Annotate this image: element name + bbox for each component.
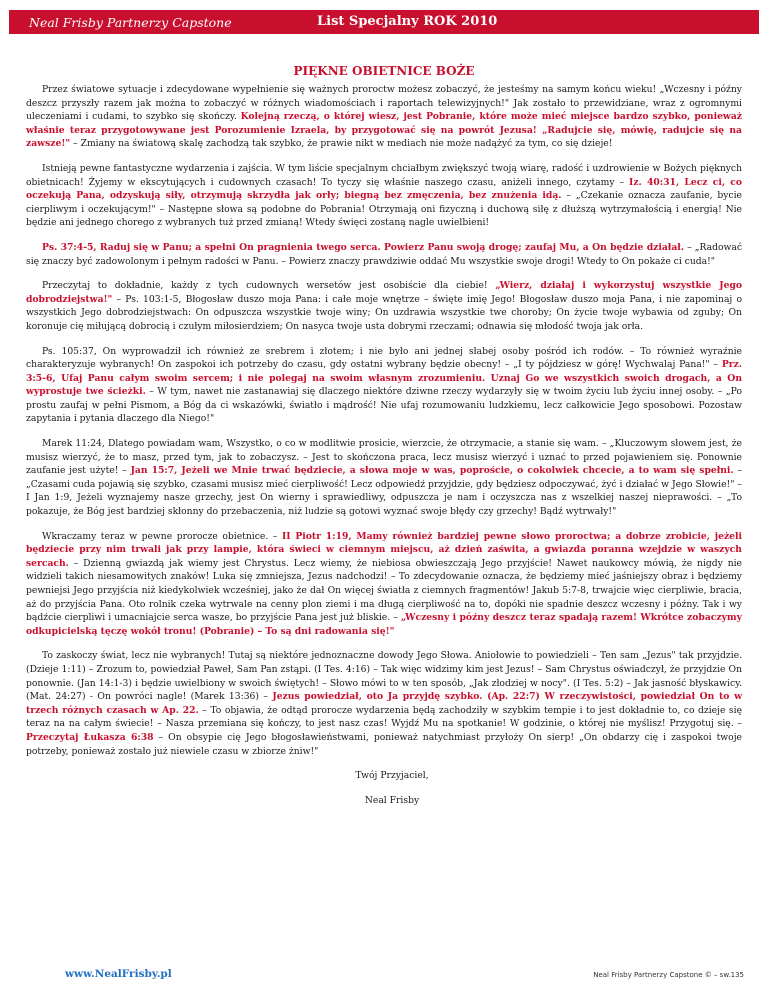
text: Przeczytaj to dokładnie, każdy z tych cudownych wersetów jest osobiście dla ciebie! bbox=[42, 280, 496, 292]
paragraph bbox=[26, 279, 742, 333]
text: To zaskoczy świat, lecz nie wybranych! Tutaj są niektóre jednoznaczne dowody Jego Słowa. Aniołowie to powiedzieli – Ten sam „Jezus" tak przyjdzie. (Dzieje 1:11) – Zrozum to, powiedział Paweł, Sam Pan zstąpi. (I Tes. 4:16) – Tak więc widzimy kim jest Jezus! – Sam Chrystus oświadczył, że przyjdzie On ponownie. (Jan 14:1-3) i będzie uwielbiony w swoich świętych! – Słowo mówi to w ten sposób, „Jak złodziej w nocy". (I Tes. 5:2) – Jak jasność błyskawicy. (Mat. 24:27) - On powróci nagle! (Marek 13:36) – bbox=[26, 650, 742, 703]
highlight: „Wczesny i późny deszcz teraz spadają razem! Wkrótce zobaczymy odkupicielską tęczę wokół tronu! (Pobranie) – To są dni radowania się!" bbox=[26, 612, 742, 637]
text: – Ps. 103:1-5, Błogosław duszo moja Pana: i całe moje wnętrze – święte imię Jego! Błogosław duszo moja Pana, i nie zapominaj o wszystkich Jego dobrodziejstwach: On odpuszcza wszystkie twoje winy; On uzdrawia wszystkie twe choroby; On życie twoje wybawia od zguby; On koronuje cię miłującą dobrocią i czułym miłosierdziem; On nasyca twoje usta dobrymi rzeczami; odnawia się młodość twoja jak orła. bbox=[26, 293, 742, 332]
text: Przez światowe sytuacje i zdecydowane wypełnienie się ważnych proroctw możesz zobaczyć, że jesteśmy na samym końcu wieku! „Wczesny i późny deszcz przyszły razem jak można to zobaczyć w różnych wiadomościach i raportach telewizyjnych!" Jak zostało to przewidziane, wraz z ogromnymi uleczeniami i cudami, to szybko się skończy. bbox=[26, 84, 742, 123]
highlight: Kolejną rzeczą, o której wiesz, jest Pobranie, które może mieć miejsce bardzo szybko, ponieważ właśnie teraz przygotowywane jest Porozumienie Izraela, by przygotować się na powrót Jezusa! „Radujcie się, mówię, radujcie się na zawsze!" bbox=[26, 111, 743, 150]
paragraph bbox=[26, 345, 742, 427]
highlight: Jezus powiedział, oto Ja przyjdę szybko. (Ap. 22:7) W rzeczywistości, powiedział On to w trzech różnych czasach w Ap. 22. bbox=[26, 691, 742, 716]
highlight: Prz. 3:5-6, Ufaj Panu całym swoim sercem; i nie polegaj na swoim własnym zrozumieniu. Uznaj Go we wszystkich swoich drogach, a On wyprostuje twe ścieżki. bbox=[26, 359, 742, 398]
signature: Neal Frisby bbox=[364, 794, 420, 806]
paragraph bbox=[26, 83, 742, 151]
paragraph bbox=[26, 530, 742, 639]
text: – Dzienną gwiazdą jak wiemy jest Chrystus. Lecz wiemy, że niebiosa obwieszczają Jego przyjście! Nawet naukowcy mówią, że nigdy nie widzieli takich niesamowitych znaków! Luka się zmniejsza, Jezus nadchodzi! – To zdecydowanie oznacza, że będziemy mieć jaśniejszy obraz i będziemy pewniejsi Jego przyjścia niż kiedykolwiek wcześniej, jako że dał On więcej światła z ciemnych fragmentów! Jakub 5:7-8, trwajcie więc cierpliwie, bracia, aż do przyjścia Pana. Oto rolnik czeka wytrwale na cenny plon ziemi i ma długą cierpliwość na to, dopóki nie spadnie deszcz wczesny i późny. Tak i wy bądźcie cierpliwi i umacniajcie serca wasze, bo przyjście Pana jest już bliskie. – bbox=[26, 557, 742, 624]
text: Ps. 105:37, On wyprowadził ich również ze srebrem i złotem; i nie było ani jednej słabej osoby pośród ich rodów. – To również wyraźnie charakteryzuje wybranych! On zaspokoi ich potrzeby do czasu, gdy ostatni wybrany będzie obecny! – „I ty pójdziesz w górę! Wychwalaj Pana!" – bbox=[26, 345, 742, 371]
highlight: II Piotr 1:19, Mamy również bardziej pewne słowo proroctwa; a dobrze zrobicie, jeżeli będziecie przy nim trwali jak przy lampie, która świeci w ciemnym miejscu, aż dzień zaświta, a gwiazda poranna wzejdzie w waszych sercach. bbox=[26, 530, 742, 569]
text: – W tym, nawet nie zastanawiaj się dlaczego niektóre dziwne rzeczy wydarzyły się w twoim życiu lub życiu innej osoby. – „Po prostu zaufaj w pełni Pismom, a Bóg da ci wskazówki, światło i mądrość! Nie ufaj rozumowaniu ludzkiemu, lecz całkowicie Jego sposobowi. Pozostaw zapytania i pytania dlaczego dla Niego!" bbox=[26, 386, 742, 425]
footer-credit: Neal Frisby Partnerzy Capstone © – sw.135 bbox=[593, 971, 744, 979]
text: Istnieją pewne fantastyczne wydarzenia i zajścia. W tym liście specjalnym chciałbym zwiększyć twoją wiarę, radość i uzdrowienie w Bożych pięknych obietnicach! Żyjemy w ekscytujących i cudownych czasach! To tyczy się właśnie naszego czasu, aniżeli innego, czytamy – bbox=[26, 162, 742, 188]
highlight: Przeczytaj Łukasza 6:38 bbox=[26, 731, 154, 743]
document-body bbox=[26, 83, 742, 818]
text: – „Radować się znaczy być zadowolonym i pełnym radości w Panu. – Powierz znaczy prawdziwie oddać Mu wszystkie swoje drogi! Wtedy to On pokaże ci cuda!" bbox=[26, 241, 742, 267]
paragraph bbox=[26, 162, 742, 230]
text: Wkraczamy teraz w pewne prorocze obietnice. – bbox=[42, 530, 282, 542]
highlight: Ps. 37:4-5, Raduj się w Panu; a spełni On pragnienia twego serca. Powierz Panu swoją drogę; zaufaj Mu, a On będzie działał. bbox=[42, 241, 685, 253]
header-bar bbox=[9, 10, 759, 34]
text: Marek 11:24, Dlatego powiadam wam, Wszystko, o co w modlitwie prosicie, wierzcie, że otrzymacie, a stanie się wam. – „Kluczowym słowem jest, że musisz wierzyć, że to masz, przed tym, jak to zobaczysz. – Jest to skończona praca, lecz musisz wierzyć i uznać to przed pojawieniem się. Ponownie zaufanie jest użyte! – bbox=[26, 438, 742, 477]
website-link[interactable]: www.NealFrisby.pl bbox=[65, 968, 172, 980]
text: – „Czasami cuda pojawią się szybko, czasami musisz mieć cierpliwość! Lecz odpowiedź przyjdzie, gdy będziesz odpoczywać, żyć i działać w Jego Słowie!" – I Jan 1:9, Jeżeli wyznajemy nasze grzechy, jest On wierny i sprawiedliwy, odpuszcza je nam i oczyszcza nas z wszelkiej naszej nieprawości. – „To pokazuje, że Bóg jest bardziej skłonny do przebaczenia, niż ludzie są gotowi wyznać swoje błędy czy grzechy! Bądź wytrwały!" bbox=[26, 465, 742, 518]
text: – „Czekanie oznacza zaufanie, bycie cierpliwym i oczekującym!" – Następne słowa są podobne do Pobrania! Otrzymają oni fizyczną i duchową siłę z dłuższą wytrzymałością i energią! Nie będzie ani jednego chorego z wybranych tuż przed zmianą! Wtedy święci zostaną nagle uwielbieni! bbox=[26, 190, 742, 229]
text: – To objawia, że odtąd prorocze wydarzenia będą zachodziły w szybkim tempie i to jest dokładnie to, co dzieje się teraz na na całym świecie! – Nasza przemiana się kończy, to jest nasz czas! Wyjdź Mu na spotkanie! W godzinie, o której nie myślisz! Przygotuj się. – bbox=[26, 704, 743, 730]
highlight: Iz. 40:31, Lecz ci, co oczekują Pana, odzyskują siły, otrzymują skrzydła jak orły; biegną bez zmęczenia, bez znużenia idą. bbox=[26, 176, 742, 202]
document-title: PIĘKNE OBIETNICE BOŻE bbox=[293, 64, 475, 78]
paragraph bbox=[26, 437, 742, 519]
closing: Twój Przyjaciel, bbox=[355, 770, 429, 782]
text: – Zmiany na światową skalę zachodzą tak szybko, że prawie nikt w mediach nie może nadążyć za tym, co się dzieje! bbox=[70, 138, 613, 150]
paragraph bbox=[26, 241, 742, 268]
highlight: „Wierz, działaj i wykorzystuj wszystkie Jego dobrodziejstwa!" bbox=[26, 280, 742, 305]
highlight: Jan 15:7, Jeżeli we Mnie trwać będziecie, a słowa moje w was, poproście, o cokolwiek chcecie, a to wam się spełni. bbox=[130, 465, 734, 477]
text: – On obsypie cię Jego błogosławieństwami, ponieważ natychmiast przyłoży On sierp! „On obdarzy cię i zaspokoi twoje potrzeby, ponieważ zostało już niewiele czasu w zbiorze żniw!" bbox=[26, 731, 742, 757]
paragraph bbox=[26, 649, 742, 758]
brand-name: Neal Frisby Partnerzy Capstone bbox=[29, 15, 232, 30]
header-title: List Specjalny ROK 2010 bbox=[317, 14, 498, 29]
